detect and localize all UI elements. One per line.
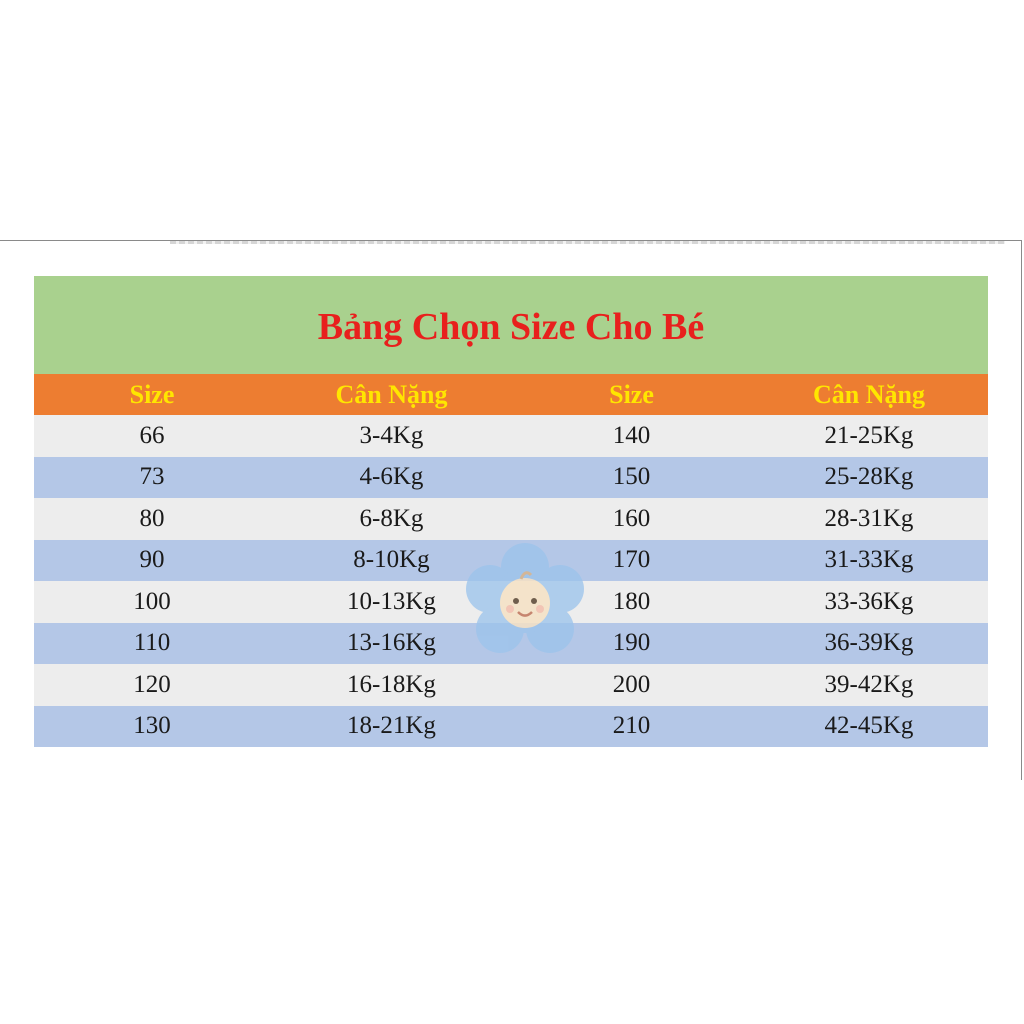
size-cell: 180 (612, 587, 651, 615)
header-size-2: Size (609, 379, 654, 409)
header-weight-2: Cân Nặng (813, 379, 925, 409)
table-row (34, 581, 988, 623)
weight-cell: 4-6Kg (359, 463, 424, 491)
weight-cell: 18-21Kg (347, 712, 436, 740)
size-cell: 200 (612, 670, 651, 698)
size-cell: 170 (612, 546, 651, 574)
table-row (34, 623, 988, 665)
weight-cell: 42-45Kg (824, 712, 914, 740)
table-row (34, 457, 988, 499)
size-cell: 130 (133, 712, 171, 740)
size-cell: 140 (612, 421, 651, 449)
table-row (34, 540, 988, 582)
size-cell: 110 (133, 629, 171, 657)
size-cell: 80 (139, 504, 165, 532)
weight-cell: 39-42Kg (824, 670, 914, 698)
header-size-1: Size (129, 379, 175, 409)
size-cell: 210 (612, 712, 651, 740)
size-cell: 160 (612, 504, 651, 532)
title-bar (34, 276, 988, 374)
weight-cell: 8-10Kg (353, 546, 430, 574)
header-row (34, 374, 988, 415)
weight-cell: 16-18Kg (347, 670, 436, 698)
table-body (34, 415, 988, 747)
table-row (34, 498, 988, 540)
weight-cell: 13-16Kg (347, 629, 436, 657)
size-cell: 66 (139, 421, 165, 449)
header-weight-1: Cân Nặng (335, 379, 448, 409)
frame-right-border (1021, 240, 1022, 780)
weight-cell: 25-28Kg (824, 463, 914, 491)
size-cell: 190 (612, 629, 651, 657)
size-cell: 100 (133, 587, 171, 615)
table-row (34, 415, 988, 457)
size-cell: 73 (139, 463, 165, 491)
faint-cropped-text (170, 241, 1005, 244)
size-cell: 90 (139, 546, 165, 574)
table-row (34, 706, 988, 748)
size-chart-table (34, 276, 988, 747)
weight-cell: 33-36Kg (824, 587, 914, 615)
weight-cell: 28-31Kg (824, 504, 914, 532)
weight-cell: 21-25Kg (824, 421, 914, 449)
weight-cell: 6-8Kg (359, 504, 424, 532)
weight-cell: 3-4Kg (359, 421, 424, 449)
table-title: Bảng Chọn Size Cho Bé (317, 306, 705, 348)
weight-cell: 10-13Kg (347, 587, 436, 615)
table-row (34, 664, 988, 706)
weight-cell: 31-33Kg (824, 546, 914, 574)
size-cell: 150 (612, 463, 651, 491)
size-cell: 120 (133, 670, 171, 698)
weight-cell: 36-39Kg (824, 629, 914, 657)
